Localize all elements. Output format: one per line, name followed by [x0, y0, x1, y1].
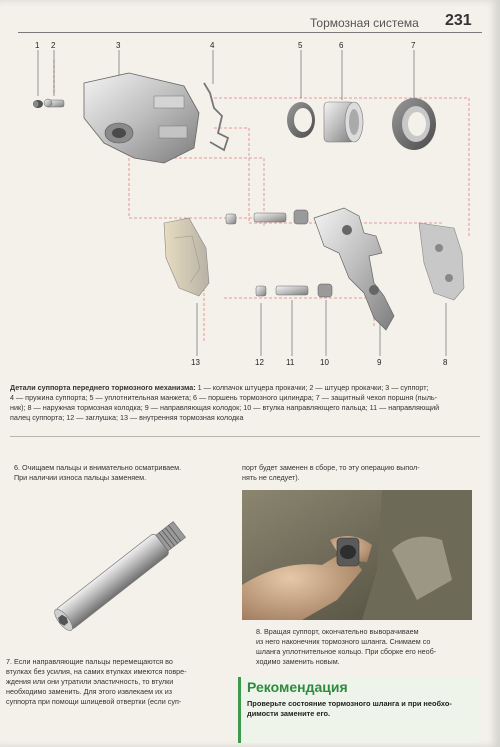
bleeder-cap-part [33, 100, 43, 108]
label-4: 4 [210, 41, 215, 50]
recommendation-line-2: димости замените его. [247, 709, 331, 718]
step-8-line-2: из него наконечник тормозного шланга. Снимаем со [256, 637, 431, 646]
continuation-line-2: нять не следует). [242, 473, 300, 482]
caption-line-1: 1 — колпачок штуцера прокачки; 2 — штуцер прокачки; 3 — суппорт; [197, 383, 429, 392]
step-6-line-2: При наличии износа пальцы заменяем. [14, 473, 147, 482]
label-9: 9 [377, 358, 382, 367]
caption-title: Детали суппорта переднего тормозного механизма: [10, 383, 196, 392]
caliper-spring-part [204, 83, 228, 150]
step-7-line-3: ждения или они утратили эластичность, то втулки [6, 677, 174, 686]
caption-line-2: 4 — пружина суппорта; 5 — уплотнительная манжета; 6 — поршень тормозного цилиндра; 7 — защитный чехол поршня (пыль- [10, 393, 438, 402]
step-8-line-3: шланга уплотнительное кольцо. При сборке его необ- [256, 647, 437, 656]
label-10: 10 [320, 358, 329, 367]
brake-hose-photo [242, 490, 472, 620]
step-6-line-1: 6. Очищаем пальцы и внимательно осматриваем. [14, 463, 182, 472]
step-7-text [6, 657, 230, 707]
bushing-part [318, 284, 332, 297]
caliper-body-part [84, 73, 199, 163]
continuation-text [242, 463, 480, 483]
label-12: 12 [255, 358, 264, 367]
bleeder-screw-part [44, 99, 64, 107]
inner-brake-pad-part [164, 218, 209, 296]
guide-pin-photo [22, 503, 222, 633]
figure-caption [10, 383, 485, 423]
label-11: 11 [286, 358, 295, 367]
step-7-line-5: суппорта при помощи шлицевой отвертки (если суп- [6, 697, 182, 706]
continuation-line-1: порт будет заменен в сборе, то эту операцию выпол- [242, 463, 420, 472]
page-header [0, 10, 500, 32]
step-7-line-4: необходимо заменить. Для этого извлекаем их из [6, 687, 173, 696]
recommendation-title: Рекомендация [247, 679, 348, 695]
label-3: 3 [116, 41, 121, 50]
guide-pin-part [276, 286, 308, 295]
page-number: 231 [445, 12, 472, 29]
caption-line-4: палец суппорта; 12 — заглушка; 13 — внутренняя тормозная колодка [10, 413, 244, 422]
section-divider [10, 436, 480, 437]
recommendation-text [247, 699, 473, 719]
header-rule [18, 32, 482, 33]
label-7: 7 [411, 41, 416, 50]
step-7-line-2: втулках без усилия, на самих втулках имеются повре- [6, 667, 187, 676]
label-5: 5 [298, 41, 303, 50]
step-8-line-1: 8. Вращая суппорт, окончательно выворачиваем [256, 627, 419, 636]
recommendation-box [238, 677, 479, 743]
piston-part [324, 102, 363, 142]
step-6-text [14, 463, 229, 483]
outer-brake-pad-part [419, 223, 464, 300]
plug-part [256, 286, 266, 296]
header-title: Тормозная система [310, 16, 419, 30]
label-1: 1 [35, 41, 40, 50]
caption-line-3: ник); 8 — наружная тормозная колодка; 9 — направляющая колодок; 10 — втулка направляющего пальца; 11 — направляющий [10, 403, 440, 412]
dust-boot-part [392, 98, 436, 150]
label-6: 6 [339, 41, 344, 50]
upper-pin-set [226, 210, 308, 224]
caliper-parts-diagram [14, 38, 484, 373]
label-13: 13 [191, 358, 200, 367]
label-8: 8 [443, 358, 448, 367]
label-2: 2 [51, 41, 56, 50]
recommendation-line-1: Проверьте состояние тормозного шланга и при необхо- [247, 699, 452, 708]
step-8-text [256, 627, 484, 667]
step-8-line-4: ходимо заменить новым. [256, 657, 340, 666]
seal-ring-part [287, 102, 315, 138]
step-7-line-1: 7. Если направляющие пальцы перемещаются во [6, 657, 173, 666]
